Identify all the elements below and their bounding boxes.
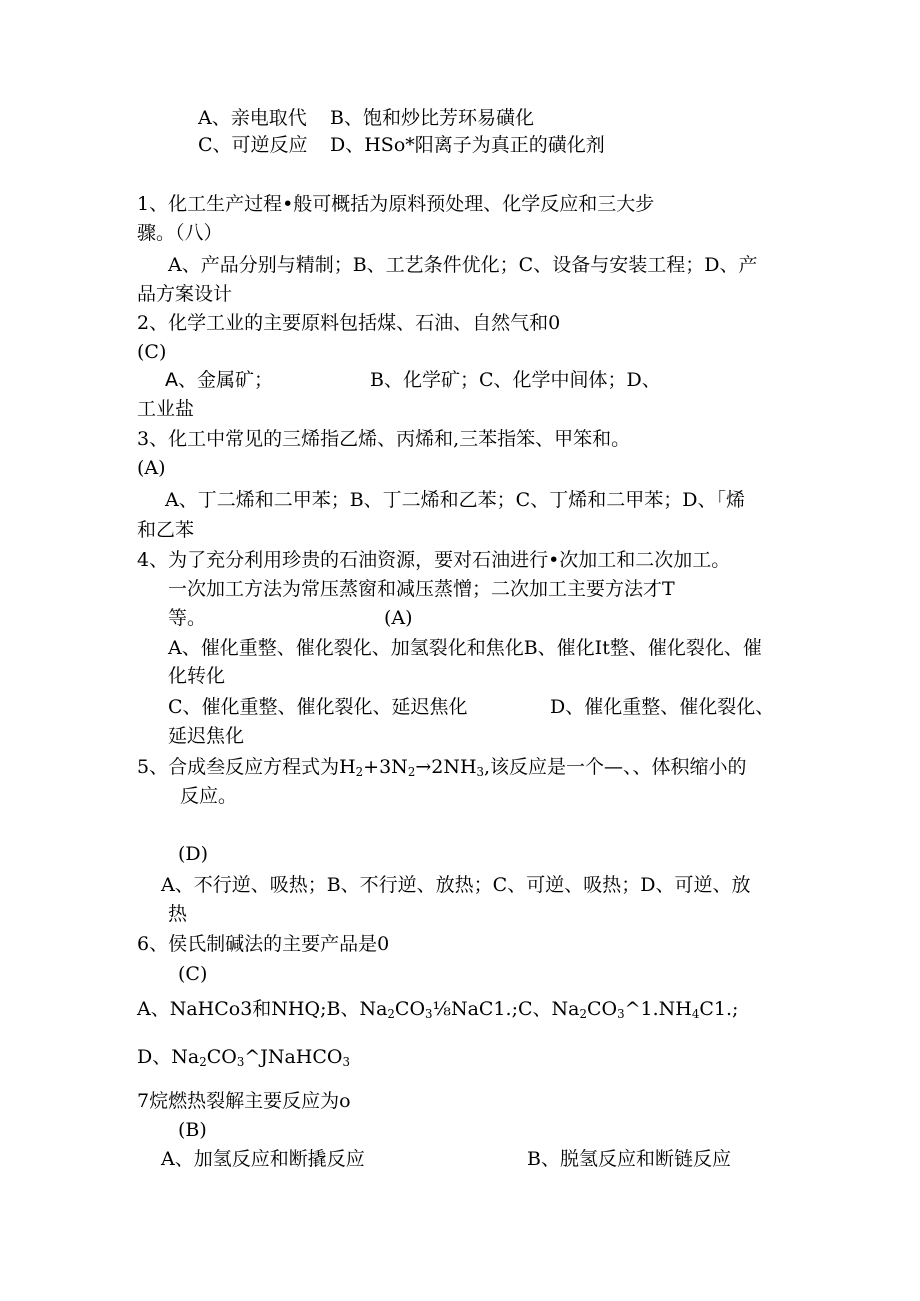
q4-options: A、催化重整、催化裂化、加氢裂化和焦化B、催化It整、催化裂化、催: [168, 637, 762, 659]
q5-stem: 5、合成叁反应方程式为$H_2+3N_2\to 2NH_3$,该反应是一个—、、体积缩小的: [137, 756, 747, 779]
q3-answer: (A): [137, 457, 166, 479]
q2-options-bcd: B、化学矿；C、化学中间体；D、: [370, 369, 661, 391]
q1-stem-cont: 骤。（八）: [137, 222, 223, 244]
q4-options-cont: 化转化: [168, 665, 226, 687]
q3-stem: 3、化工中常见的三烯指乙烯、丙烯和,三苯指笨、甲笨和。: [137, 428, 631, 450]
q1-options-cont: 品方案设计: [137, 283, 233, 305]
option-b: B、饱和炒比芳环易磺化: [330, 107, 534, 129]
q4-option-c: C、催化重整、催化裂化、延迟焦化: [168, 696, 468, 718]
option-d: D、HSo*阳离子为真正的磺化剂: [330, 134, 605, 156]
q7-option-b: B、脱氢反应和断链反应: [527, 1148, 731, 1170]
q4-stem-line3: 等。: [168, 607, 207, 629]
q5-options: A、不行逆、吸热；B、不行逆、放热；C、可逆、吸热；D、可逆、放: [161, 874, 751, 896]
q4-stem-line2: 一次加工方法为常压蒸窗和减压蒸憎；二次加工主要方法才T: [168, 578, 675, 600]
q1-options: A、产品分别与精制；B、工艺条件优化；C、设备与安装工程；D、产: [168, 254, 758, 276]
q2-answer: (C): [137, 341, 167, 363]
q5-answer: (D): [178, 843, 209, 865]
q4-stem: 4、为了充分利用珍贵的石油资源，要对石油进行•次加工和二次加工。: [137, 549, 731, 571]
q6-options: A、NaHCo3和NHQ;B、$Na_2CO_3\frac{1}{8}NaC1.;C$、$Na_2CO_3\^{}1.NH_4C1$.;: [137, 998, 739, 1021]
option-a: A、亲电取代: [198, 107, 307, 129]
q4-answer: (A): [384, 607, 413, 629]
q2-stem: 2、化学工业的主要原料包括煤、石油、自然气和0: [137, 312, 561, 334]
q5-options-cont: 热: [168, 903, 188, 925]
q7-option-a: A、加氢反应和断撬反应: [161, 1148, 365, 1170]
q4-option-d-cont: 延迟焦化: [168, 725, 245, 747]
q3-options: A、丁二烯和二甲苯；B、丁二烯和乙苯；C、丁烯和二甲苯；D、「烯: [165, 489, 745, 511]
q2-option-a: A、金属矿；: [165, 369, 273, 391]
q6-stem: 6、侯氏制碱法的主要产品是0: [137, 933, 390, 955]
q7-answer: (B): [178, 1119, 207, 1141]
q4-option-d: D、催化重整、催化裂化、: [550, 696, 775, 718]
q6-answer: (C): [178, 963, 208, 985]
q5-stem-cont: 反应。: [180, 785, 238, 807]
q1-stem: 1、化工生产过程•般可概括为原料预处理、化学反应和三大步: [137, 193, 655, 215]
q7-stem: 7烷燃热裂解主要反应为o: [137, 1090, 351, 1112]
q3-options-cont: 和乙苯: [137, 519, 195, 541]
q6-option-d: D、$Na_2CO_3\^{}JNaHCO_3$: [137, 1046, 350, 1069]
option-c: C、可逆反应: [198, 134, 308, 156]
q2-options-cont: 工业盐: [137, 398, 195, 420]
